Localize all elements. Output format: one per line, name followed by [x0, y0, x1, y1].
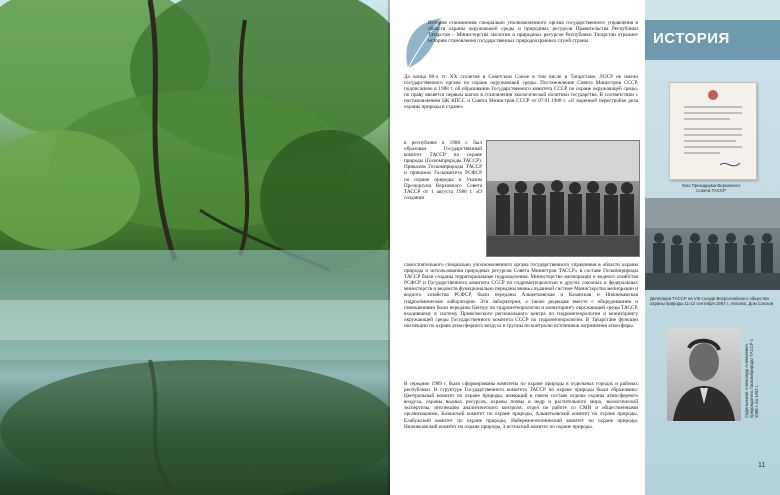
intro-paragraph: История становления специально уполномоченного органа государственного управления в области охраны окружающей среды и природных ресурсов Правительства Республики Татарстан – Министерства экологии и природных ресурсов Республики Татарстан отражает историю становления государственных природоохранных служб страны.: [428, 20, 638, 45]
portrait-caption-text: Сидельников Александр Алексеевич, председатель Госкомприроды ТАССР с 1988 г. по 1992 г.: [744, 339, 759, 418]
decree-document-illustration: [670, 83, 756, 179]
decree-caption: Указ Президиума Верховного Совета ТАССР: [681, 183, 741, 193]
tail-paragraph: В середине 1989 г. были сформированы комитеты по охране природы в отдельных городах и районах республики. В структуре Государственного комитета ТАССР по охране природы были образованы: Центральный комитет по охране природы, имеющий в своем составе отделы охраны атмосферного воздуха, охраны водных ресурсов, охраны почвы и недр и растительного мира, экологической экспертизы, инспекцию аналитического контроля, отдел по работе со СМИ и общественными организациями, Казанский комитет по охране природы, Альметьевский комитет по охране природы, Елабужский комитет по охране природы, Набережночелнинский комитет по охране природы, Нижнекамский комитет по охране природы, 3 истокский комитет по охране природы.: [404, 381, 638, 430]
meeting-photo-illustration: [645, 198, 780, 290]
page-number: 11: [758, 462, 766, 469]
group-photo-illustration: [487, 141, 639, 256]
meeting-photo: [645, 198, 780, 290]
portrait-photo: [667, 328, 741, 421]
main-paragraph: До конца 80-х гг. ХХ столетия в Советском Союзе в том числе и Татарстане, ЛОСР не имели государственного органа по охране окружающей среды. Постановление Совета Министров СССР, подписанное в 1988 г. об образовании Государственного комитета СССР по охране окружающей среды, по праву является первым шагом в становлении экологической политики государства. В соответствии с постановлением ЦК КПСС и Совета Министров СССР от 07.01.1988 г. «О коренной перестройке дела охраны природы в стране»: [404, 74, 638, 111]
lower-paragraph: самостоятельного специально уполномоченного органа государственного управления в области охраны природы и использования природных ресурсов Совета Министров ТАССР» в составе Госкомприроды ТАССР были созданы территориальные подразделения. Министерство мелиорации и водного хозяйства РСФСР и Государственного комитета СССР по гидрометеорологии и других союзных и федеральных министерств и ведомств функционально переданы вновь созданной системе Министерства мелиорации и водного хозяйства РСФСР, были переданы Альметьевская и Казанская и Нижнекамская гидрохимические лаборатории. Эти лаборатории, а также редакция вместе с оборудованием и помещениями были переданы Центру по гидрометеорологии и мониторингу окружающей среды ТАССР, входившему в систему Приволжского регионального центра по гидрометеорологии и мониторингу окружающей среды Государственного комитета СССР по гидрометеорологии. В Татарстане функции инспекции по охране атмосферного воздуха и группы по контролю источников загрязнения атмосферы.: [404, 262, 638, 329]
decree-document-image: [669, 82, 757, 180]
meeting-caption: Делегация ТАССР на VIII съезде Всероссийского общества охраны природы 11-12 сентября 1987 г., Москва, Дом Союзов: [650, 296, 774, 306]
section-title: ИСТОРИЯ: [653, 30, 730, 47]
portrait-illustration: [667, 328, 741, 421]
left-column-paragraph: в республике в 1988 г. был образован Государственный комитет ТАССР по охране природы (Госкомприроды ТАССР). Приказом Госкомприроды ТАССР и приказом Госкомитета РСФСР по охране природы и Указом Президиума Верховного Совета ТАССР от 1 августа 1988 г. «О создании: [404, 140, 482, 201]
group-photo: [486, 140, 640, 257]
portrait-caption: [744, 340, 770, 418]
